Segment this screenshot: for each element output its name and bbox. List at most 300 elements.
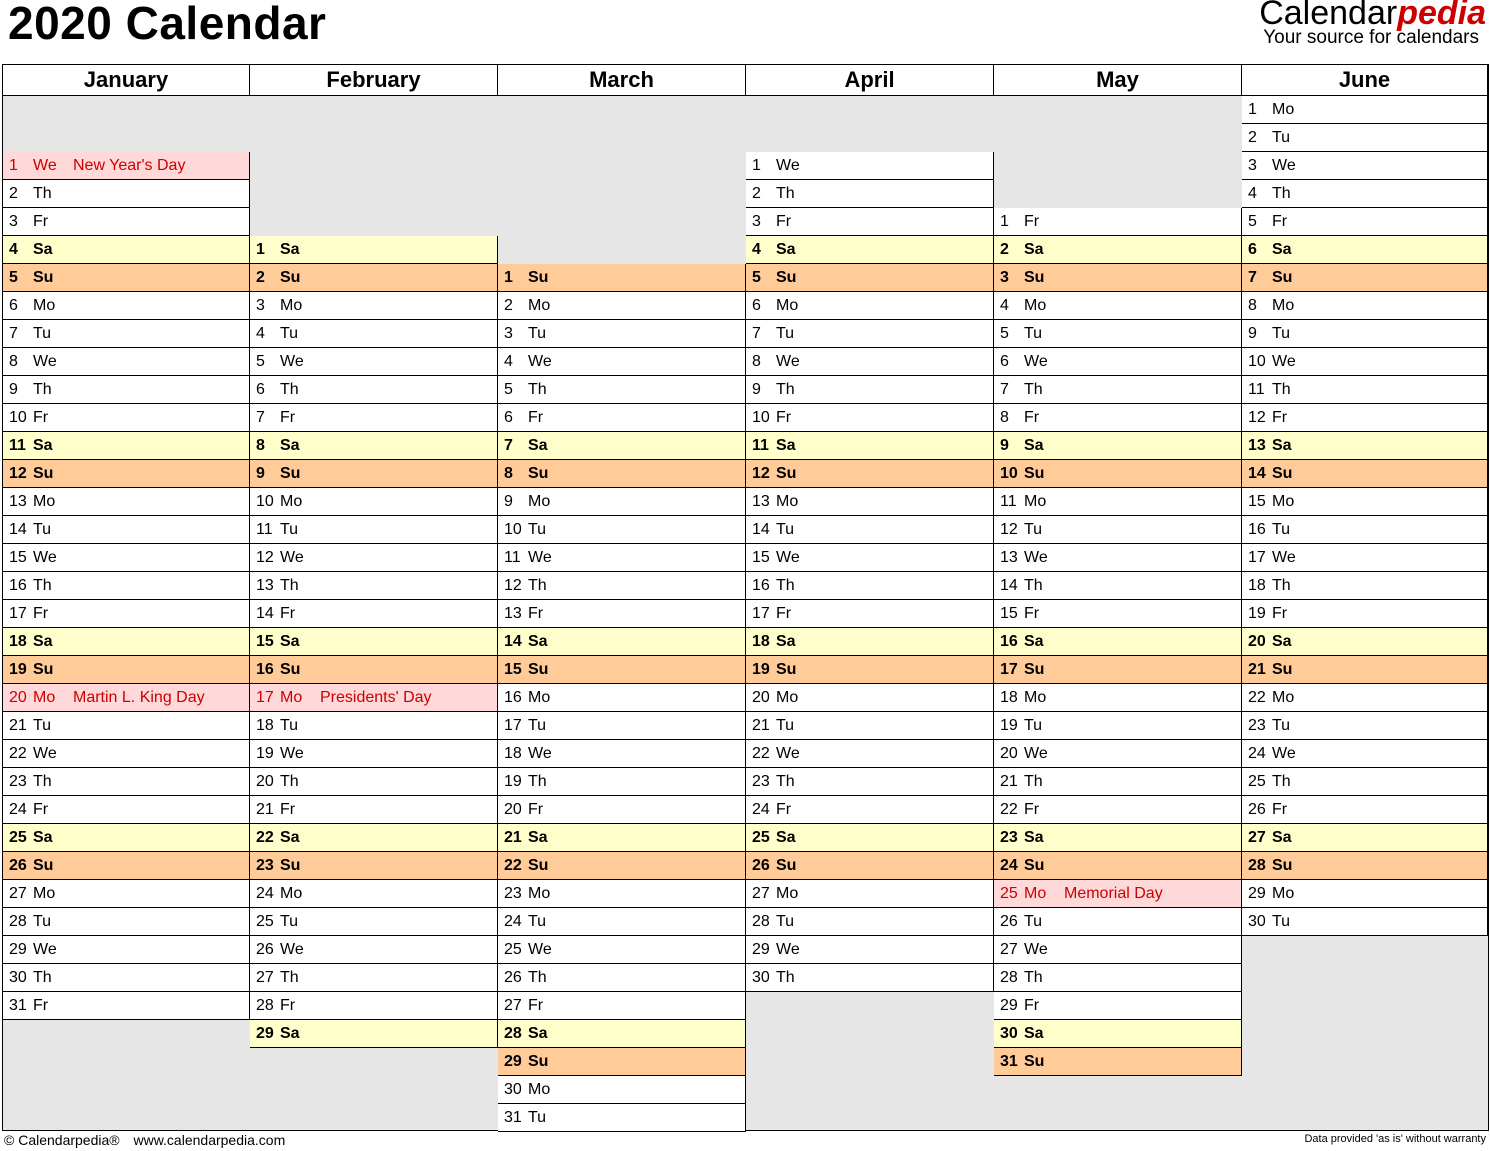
day-cell[interactable] [1242,404,1488,432]
day-number: 31 [9,997,27,1014]
day-number: 2 [504,297,513,314]
day-cell[interactable] [1242,712,1488,740]
day-cell[interactable] [3,208,250,236]
day-cell[interactable] [994,320,1242,348]
day-cell[interactable] [498,404,746,432]
footer-left [4,1132,295,1148]
weekday-label: Mo [1272,885,1295,902]
day-cell[interactable] [3,152,250,180]
day-cell[interactable] [1242,292,1488,320]
day-cell[interactable] [994,712,1242,740]
weekday-label: Mo [280,689,303,706]
weekday-label: Sa [33,829,53,846]
day-cell[interactable] [746,852,994,880]
day-number: 4 [1248,185,1257,202]
holiday-label: Martin L. King Day [73,689,205,706]
day-cell[interactable] [1242,124,1488,152]
day-cell[interactable] [498,908,746,936]
day-cell[interactable] [250,852,498,880]
day-cell[interactable] [3,852,250,880]
day-cell[interactable] [3,712,250,740]
weekday-label: Th [528,773,547,790]
day-cell[interactable] [746,208,994,236]
weekday-label: Fr [280,605,296,622]
day-number: 20 [1248,633,1266,650]
weekday-label: Tu [1272,521,1291,538]
weekday-label: Mo [776,689,799,706]
weekday-label: Su [280,857,301,874]
day-cell[interactable] [250,460,498,488]
weekday-label: We [33,549,57,566]
day-cell[interactable] [3,404,250,432]
day-cell[interactable] [746,544,994,572]
day-cell[interactable] [498,1020,746,1048]
day-number: 16 [752,577,770,594]
day-cell[interactable] [746,264,994,292]
day-cell[interactable] [498,796,746,824]
day-cell[interactable] [498,740,746,768]
day-number: 23 [256,857,274,874]
day-number: 3 [752,213,761,230]
weekday-label: Fr [1272,801,1288,818]
day-number: 9 [9,381,18,398]
day-cell[interactable] [994,628,1242,656]
day-cell[interactable] [498,964,746,992]
day-cell[interactable] [746,656,994,684]
day-cell[interactable] [994,460,1242,488]
day-cell[interactable] [250,572,498,600]
day-cell[interactable] [3,460,250,488]
day-number: 3 [1248,157,1257,174]
weekday-label: Fr [280,801,296,818]
day-cell[interactable] [3,656,250,684]
day-cell[interactable] [250,712,498,740]
day-cell[interactable] [3,768,250,796]
weekday-label: Mo [776,885,799,902]
day-cell[interactable] [1242,236,1488,264]
weekday-label: Tu [33,913,52,930]
day-cell[interactable] [746,292,994,320]
weekday-label: Tu [1272,717,1291,734]
weekday-label: Fr [1024,409,1040,426]
day-cell[interactable] [498,572,746,600]
day-cell[interactable] [498,376,746,404]
day-cell[interactable] [746,712,994,740]
day-cell[interactable] [994,264,1242,292]
day-cell[interactable] [3,880,250,908]
day-cell[interactable] [746,600,994,628]
day-cell[interactable] [250,600,498,628]
day-cell[interactable] [994,768,1242,796]
day-cell[interactable] [250,880,498,908]
day-cell[interactable] [250,376,498,404]
day-cell[interactable] [746,768,994,796]
day-cell[interactable] [1242,880,1488,908]
weekday-label: Su [1024,269,1045,286]
day-number: 21 [752,717,770,734]
day-cell[interactable] [1242,572,1488,600]
weekday-label: Mo [280,297,303,314]
weekday-label: Fr [1272,213,1288,230]
day-cell[interactable] [994,852,1242,880]
day-cell[interactable] [498,628,746,656]
day-number: 22 [9,745,27,762]
day-cell[interactable] [746,376,994,404]
day-cell[interactable] [498,600,746,628]
day-cell[interactable] [1242,180,1488,208]
day-cell[interactable] [994,376,1242,404]
weekday-label: Sa [280,633,300,650]
day-cell[interactable] [250,796,498,824]
day-cell[interactable] [746,684,994,712]
day-cell[interactable] [994,404,1242,432]
day-cell[interactable] [1242,348,1488,376]
day-cell[interactable] [3,908,250,936]
day-cell[interactable] [3,740,250,768]
weekday-label: Sa [1272,829,1292,846]
day-cell[interactable] [746,320,994,348]
weekday-label: Mo [33,885,56,902]
day-cell[interactable] [1242,208,1488,236]
day-number: 23 [1000,829,1018,846]
day-cell[interactable] [1242,600,1488,628]
day-cell[interactable] [746,908,994,936]
day-cell[interactable] [746,152,994,180]
day-cell[interactable] [250,908,498,936]
weekday-label: Fr [776,801,792,818]
weekday-label: We [528,353,552,370]
day-cell[interactable] [250,404,498,432]
day-cell[interactable] [746,348,994,376]
weekday-label: Mo [280,493,303,510]
day-number: 14 [1000,577,1018,594]
day-cell[interactable] [746,628,994,656]
day-cell[interactable] [1242,152,1488,180]
day-number: 28 [752,913,770,930]
day-number: 26 [1000,913,1018,930]
day-cell[interactable] [994,880,1242,908]
copyright-text: © Calendarpedia® [4,1132,120,1148]
day-cell[interactable] [250,432,498,460]
day-cell[interactable] [3,320,250,348]
weekday-label: Mo [33,493,56,510]
day-cell[interactable] [994,684,1242,712]
day-cell[interactable] [3,432,250,460]
day-number: 30 [9,969,27,986]
day-number: 20 [752,689,770,706]
day-cell[interactable] [3,264,250,292]
day-cell[interactable] [994,236,1242,264]
calendar-grid [2,64,1489,1131]
day-number: 10 [1248,353,1266,370]
day-number: 28 [504,1025,522,1042]
day-cell[interactable] [3,600,250,628]
day-cell[interactable] [498,712,746,740]
weekday-label: Su [528,269,549,286]
day-cell[interactable] [994,516,1242,544]
day-cell[interactable] [994,936,1242,964]
weekday-label: Su [280,465,301,482]
day-cell[interactable] [498,936,746,964]
weekday-label: Fr [776,605,792,622]
day-number: 7 [504,437,513,454]
day-cell[interactable] [250,824,498,852]
day-cell[interactable] [746,880,994,908]
weekday-label: We [1272,549,1296,566]
day-cell[interactable] [498,992,746,1020]
day-number: 7 [1248,269,1257,286]
day-cell[interactable] [1242,824,1488,852]
day-number: 26 [752,857,770,874]
weekday-label: Mo [1272,101,1295,118]
day-cell[interactable] [250,768,498,796]
day-cell[interactable] [3,572,250,600]
day-cell[interactable] [250,516,498,544]
day-cell[interactable] [994,796,1242,824]
day-cell[interactable] [746,404,994,432]
day-cell[interactable] [250,544,498,572]
day-cell[interactable] [250,684,498,712]
day-cell[interactable] [994,1020,1242,1048]
day-number: 16 [504,689,522,706]
day-cell[interactable] [3,488,250,516]
day-number: 26 [256,941,274,958]
day-cell[interactable] [250,292,498,320]
day-cell[interactable] [3,992,250,1020]
weekday-label: Su [1272,857,1293,874]
day-cell[interactable] [1242,768,1488,796]
weekday-label: Th [1272,185,1291,202]
month-header-may: May [994,65,1242,96]
day-cell[interactable] [498,768,746,796]
day-cell[interactable] [498,656,746,684]
day-cell[interactable] [250,992,498,1020]
day-cell[interactable] [1242,740,1488,768]
weekday-label: Fr [33,605,49,622]
day-cell[interactable] [746,516,994,544]
day-cell[interactable] [1242,376,1488,404]
day-cell[interactable] [1242,96,1488,124]
day-cell[interactable] [250,740,498,768]
day-cell[interactable] [994,488,1242,516]
day-cell[interactable] [1242,852,1488,880]
day-cell[interactable] [3,796,250,824]
day-number: 29 [752,941,770,958]
weekday-label: Th [1024,773,1043,790]
day-cell[interactable] [746,824,994,852]
day-cell[interactable] [994,348,1242,376]
day-cell[interactable] [250,236,498,264]
weekday-label: Fr [528,409,544,426]
day-cell[interactable] [498,348,746,376]
day-cell[interactable] [994,908,1242,936]
brand-logo[interactable] [1259,0,1486,49]
day-cell[interactable] [498,1104,746,1132]
day-cell[interactable] [498,1076,746,1104]
weekday-label: Mo [528,885,551,902]
day-number: 18 [752,633,770,650]
day-cell[interactable] [250,964,498,992]
day-cell[interactable] [498,488,746,516]
weekday-label: Th [280,577,299,594]
weekday-label: Fr [280,997,296,1014]
weekday-label: Th [280,969,299,986]
website-link[interactable]: www.calendarpedia.com [133,1132,286,1148]
day-cell[interactable] [3,628,250,656]
weekday-label: Fr [1024,605,1040,622]
weekday-label: Su [528,1053,549,1070]
day-number: 3 [256,297,265,314]
day-cell[interactable] [746,180,994,208]
day-number: 25 [9,829,27,846]
day-cell[interactable] [1242,460,1488,488]
day-cell[interactable] [250,1020,498,1048]
day-number: 18 [504,745,522,762]
day-cell[interactable] [3,516,250,544]
day-number: 22 [752,745,770,762]
day-cell[interactable] [746,460,994,488]
day-cell[interactable] [746,236,994,264]
day-cell[interactable] [1242,432,1488,460]
weekday-label: Sa [1272,633,1292,650]
day-cell[interactable] [1242,656,1488,684]
day-cell[interactable] [746,796,994,824]
weekday-label: We [1024,353,1048,370]
day-cell[interactable] [994,824,1242,852]
day-number: 18 [1000,689,1018,706]
day-cell[interactable] [250,628,498,656]
day-cell[interactable] [498,824,746,852]
day-number: 6 [1248,241,1257,258]
day-cell[interactable] [250,264,498,292]
day-cell[interactable] [994,432,1242,460]
day-number: 11 [256,521,273,538]
day-cell[interactable] [1242,488,1488,516]
day-cell[interactable] [1242,908,1488,936]
day-number: 14 [9,521,27,538]
day-cell[interactable] [250,488,498,516]
day-cell[interactable] [1242,320,1488,348]
day-cell[interactable] [746,740,994,768]
weekday-label: Th [528,577,547,594]
day-cell[interactable] [3,824,250,852]
day-cell[interactable] [498,516,746,544]
day-cell[interactable] [746,936,994,964]
day-number: 19 [256,745,274,762]
weekday-label: Mo [33,689,56,706]
day-cell[interactable] [746,432,994,460]
day-cell[interactable] [498,684,746,712]
day-cell[interactable] [994,964,1242,992]
weekday-label: Tu [1024,521,1043,538]
weekday-label: Th [33,577,52,594]
day-number: 29 [9,941,27,958]
day-cell[interactable] [250,936,498,964]
weekday-label: We [1024,941,1048,958]
weekday-label: Su [33,661,54,678]
day-number: 7 [752,325,761,342]
day-number: 2 [9,185,18,202]
day-number: 8 [752,353,761,370]
day-cell[interactable] [1242,684,1488,712]
day-number: 24 [1000,857,1018,874]
day-cell[interactable] [1242,628,1488,656]
day-cell[interactable] [3,180,250,208]
day-cell[interactable] [3,544,250,572]
day-cell[interactable] [1242,516,1488,544]
day-cell[interactable] [746,964,994,992]
weekday-label: Th [528,381,547,398]
day-number: 9 [1248,325,1257,342]
day-number: 30 [504,1081,522,1098]
day-cell[interactable] [3,348,250,376]
day-cell[interactable] [498,880,746,908]
day-cell[interactable] [746,572,994,600]
day-number: 22 [1000,801,1018,818]
day-cell[interactable] [994,992,1242,1020]
day-cell[interactable] [498,460,746,488]
weekday-label: Su [1272,465,1293,482]
day-cell[interactable] [994,600,1242,628]
day-cell[interactable] [994,572,1242,600]
month-header-june: June [1242,65,1488,96]
day-cell[interactable] [1242,264,1488,292]
day-cell[interactable] [498,432,746,460]
day-cell[interactable] [250,656,498,684]
day-cell[interactable] [994,208,1242,236]
day-cell[interactable] [994,544,1242,572]
day-cell[interactable] [498,292,746,320]
day-cell[interactable] [3,376,250,404]
day-cell[interactable] [498,264,746,292]
weekday-label: Su [528,661,549,678]
day-cell[interactable] [1242,544,1488,572]
weekday-label: Tu [776,521,795,538]
day-cell[interactable] [994,292,1242,320]
day-cell[interactable] [1242,796,1488,824]
day-number: 21 [9,717,27,734]
day-cell[interactable] [498,852,746,880]
day-number: 15 [504,661,522,678]
day-cell[interactable] [498,544,746,572]
day-cell[interactable] [746,488,994,516]
day-cell[interactable] [498,1048,746,1076]
day-number: 25 [256,913,274,930]
day-number: 11 [752,437,769,454]
day-number: 25 [752,829,770,846]
day-cell[interactable] [250,320,498,348]
weekday-label: Mo [1024,885,1047,902]
day-cell[interactable] [994,740,1242,768]
weekday-label: Fr [1024,997,1040,1014]
day-cell[interactable] [250,348,498,376]
day-number: 25 [504,941,522,958]
day-cell[interactable] [3,684,250,712]
day-cell[interactable] [3,292,250,320]
weekday-label: Su [33,269,54,286]
day-cell[interactable] [3,964,250,992]
day-cell[interactable] [3,936,250,964]
day-cell[interactable] [994,1048,1242,1076]
weekday-label: Su [1024,465,1045,482]
day-number: 11 [1248,381,1265,398]
day-number: 13 [9,493,27,510]
day-cell[interactable] [3,236,250,264]
day-number: 17 [1248,549,1266,566]
weekday-label: Th [1024,381,1043,398]
day-cell[interactable] [994,656,1242,684]
day-cell[interactable] [498,320,746,348]
